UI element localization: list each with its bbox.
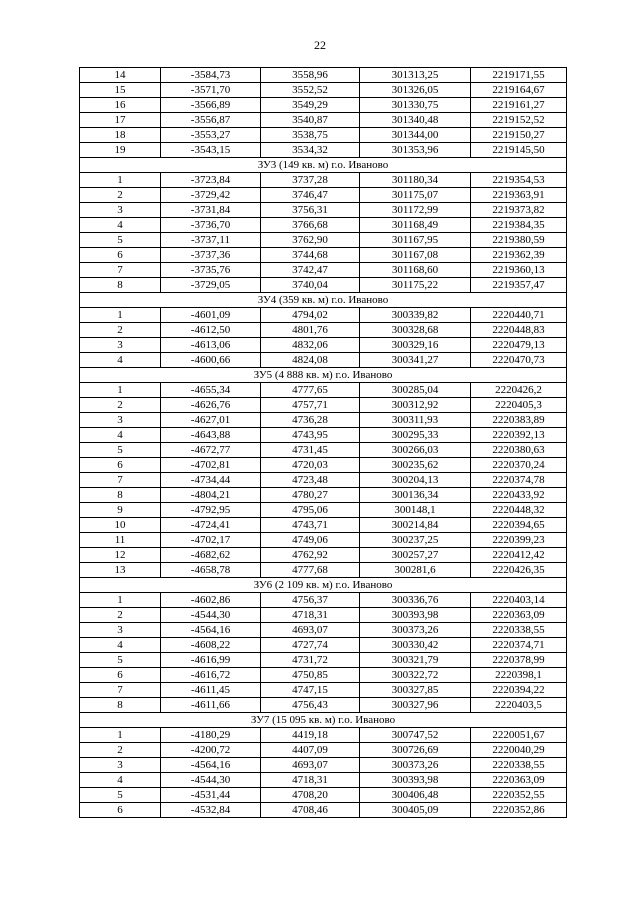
msk-y-cell: 2219161,27 bbox=[471, 98, 567, 113]
msk-y-cell: 2220426,35 bbox=[471, 563, 567, 578]
point-number-cell: 1 bbox=[80, 308, 161, 323]
table-row bbox=[80, 443, 567, 458]
msk-x-cell: 300214,84 bbox=[360, 518, 471, 533]
msk-x-cell: 301175,07 bbox=[360, 188, 471, 203]
table-row bbox=[80, 113, 567, 128]
point-number-cell: 7 bbox=[80, 473, 161, 488]
table-row bbox=[80, 398, 567, 413]
local-x-cell: -3723,84 bbox=[161, 173, 261, 188]
table-row bbox=[80, 428, 567, 443]
msk-y-cell: 2220338,55 bbox=[471, 758, 567, 773]
table-row bbox=[80, 638, 567, 653]
msk-y-cell: 2220370,24 bbox=[471, 458, 567, 473]
section-title: ЗУ4 (359 кв. м) г.о. Иваново bbox=[80, 293, 567, 308]
table-row bbox=[80, 218, 567, 233]
msk-y-cell: 2219145,50 bbox=[471, 143, 567, 158]
point-number-cell: 14 bbox=[80, 68, 161, 83]
msk-x-cell: 300747,52 bbox=[360, 728, 471, 743]
table-row bbox=[80, 488, 567, 503]
msk-x-cell: 301172,99 bbox=[360, 203, 471, 218]
local-x-cell: -4531,44 bbox=[161, 788, 261, 803]
msk-y-cell: 2219150,27 bbox=[471, 128, 567, 143]
local-y-cell: 4693,07 bbox=[261, 758, 360, 773]
local-y-cell: 4794,02 bbox=[261, 308, 360, 323]
local-x-cell: -3737,11 bbox=[161, 233, 261, 248]
msk-y-cell: 2220412,42 bbox=[471, 548, 567, 563]
point-number-cell: 6 bbox=[80, 668, 161, 683]
local-x-cell: -3737,36 bbox=[161, 248, 261, 263]
msk-x-cell: 300266,03 bbox=[360, 443, 471, 458]
local-x-cell: -4655,34 bbox=[161, 383, 261, 398]
table-row bbox=[80, 143, 567, 158]
local-x-cell: -4672,77 bbox=[161, 443, 261, 458]
local-x-cell: -4601,09 bbox=[161, 308, 261, 323]
msk-y-cell: 2219171,55 bbox=[471, 68, 567, 83]
table-row bbox=[80, 98, 567, 113]
table-row bbox=[80, 353, 567, 368]
table-row bbox=[80, 278, 567, 293]
msk-x-cell: 300330,42 bbox=[360, 638, 471, 653]
table-row bbox=[80, 383, 567, 398]
table-row bbox=[80, 533, 567, 548]
section-title: ЗУ7 (15 095 кв. м) г.о. Иваново bbox=[80, 713, 567, 728]
msk-y-cell: 2220374,78 bbox=[471, 473, 567, 488]
coordinates-table bbox=[79, 67, 567, 818]
msk-x-cell: 301168,49 bbox=[360, 218, 471, 233]
msk-y-cell: 2220403,14 bbox=[471, 593, 567, 608]
table-row bbox=[80, 233, 567, 248]
msk-x-cell: 300373,26 bbox=[360, 758, 471, 773]
table-row bbox=[80, 188, 567, 203]
table-row bbox=[80, 548, 567, 563]
local-x-cell: -3553,27 bbox=[161, 128, 261, 143]
msk-x-cell: 300257,27 bbox=[360, 548, 471, 563]
local-x-cell: -4792,95 bbox=[161, 503, 261, 518]
msk-y-cell: 2220433,92 bbox=[471, 488, 567, 503]
local-x-cell: -3566,89 bbox=[161, 98, 261, 113]
local-y-cell: 4747,15 bbox=[261, 683, 360, 698]
local-y-cell: 4419,18 bbox=[261, 728, 360, 743]
table-row bbox=[80, 413, 567, 428]
msk-x-cell: 300148,1 bbox=[360, 503, 471, 518]
local-x-cell: -4180,29 bbox=[161, 728, 261, 743]
local-x-cell: -3736,70 bbox=[161, 218, 261, 233]
table-row bbox=[80, 773, 567, 788]
local-x-cell: -4611,45 bbox=[161, 683, 261, 698]
msk-x-cell: 300322,72 bbox=[360, 668, 471, 683]
table-row bbox=[80, 608, 567, 623]
msk-y-cell: 2220399,23 bbox=[471, 533, 567, 548]
point-number-cell: 5 bbox=[80, 443, 161, 458]
msk-x-cell: 300393,98 bbox=[360, 608, 471, 623]
point-number-cell: 4 bbox=[80, 638, 161, 653]
point-number-cell: 13 bbox=[80, 563, 161, 578]
local-x-cell: -4616,72 bbox=[161, 668, 261, 683]
local-y-cell: 3552,52 bbox=[261, 83, 360, 98]
msk-y-cell: 2220398,1 bbox=[471, 668, 567, 683]
msk-x-cell: 301168,60 bbox=[360, 263, 471, 278]
msk-x-cell: 301340,48 bbox=[360, 113, 471, 128]
local-y-cell: 4795,06 bbox=[261, 503, 360, 518]
local-y-cell: 3549,29 bbox=[261, 98, 360, 113]
msk-x-cell: 300281,6 bbox=[360, 563, 471, 578]
point-number-cell: 15 bbox=[80, 83, 161, 98]
local-y-cell: 4777,68 bbox=[261, 563, 360, 578]
msk-y-cell: 2220479,13 bbox=[471, 338, 567, 353]
table-row bbox=[80, 248, 567, 263]
table-row bbox=[80, 803, 567, 818]
msk-y-cell: 2220394,22 bbox=[471, 683, 567, 698]
msk-x-cell: 300285,04 bbox=[360, 383, 471, 398]
msk-y-cell: 2219362,39 bbox=[471, 248, 567, 263]
local-x-cell: -4544,30 bbox=[161, 608, 261, 623]
msk-y-cell: 2219380,59 bbox=[471, 233, 567, 248]
msk-x-cell: 300726,69 bbox=[360, 743, 471, 758]
msk-x-cell: 300329,16 bbox=[360, 338, 471, 353]
msk-x-cell: 301353,96 bbox=[360, 143, 471, 158]
msk-x-cell: 300295,33 bbox=[360, 428, 471, 443]
point-number-cell: 19 bbox=[80, 143, 161, 158]
table-row bbox=[80, 668, 567, 683]
local-y-cell: 4407,09 bbox=[261, 743, 360, 758]
table-row bbox=[80, 503, 567, 518]
msk-y-cell: 2220352,86 bbox=[471, 803, 567, 818]
msk-y-cell: 2219373,82 bbox=[471, 203, 567, 218]
table-row bbox=[80, 473, 567, 488]
msk-x-cell: 301344,00 bbox=[360, 128, 471, 143]
point-number-cell: 17 bbox=[80, 113, 161, 128]
msk-x-cell: 301180,34 bbox=[360, 173, 471, 188]
local-x-cell: -4602,86 bbox=[161, 593, 261, 608]
local-y-cell: 4750,85 bbox=[261, 668, 360, 683]
msk-y-cell: 2220363,09 bbox=[471, 773, 567, 788]
local-y-cell: 3762,90 bbox=[261, 233, 360, 248]
local-y-cell: 4736,28 bbox=[261, 413, 360, 428]
table-row bbox=[80, 518, 567, 533]
msk-x-cell: 300327,85 bbox=[360, 683, 471, 698]
table-row bbox=[80, 698, 567, 713]
local-x-cell: -4626,76 bbox=[161, 398, 261, 413]
local-y-cell: 4743,71 bbox=[261, 518, 360, 533]
msk-y-cell: 2220392,13 bbox=[471, 428, 567, 443]
point-number-cell: 1 bbox=[80, 173, 161, 188]
local-y-cell: 4727,74 bbox=[261, 638, 360, 653]
msk-y-cell: 2220426,2 bbox=[471, 383, 567, 398]
msk-x-cell: 301326,05 bbox=[360, 83, 471, 98]
local-x-cell: -4702,81 bbox=[161, 458, 261, 473]
local-x-cell: -4200,72 bbox=[161, 743, 261, 758]
point-number-cell: 3 bbox=[80, 413, 161, 428]
local-y-cell: 4824,08 bbox=[261, 353, 360, 368]
section-header-row bbox=[80, 713, 567, 728]
msk-y-cell: 2219360,13 bbox=[471, 263, 567, 278]
msk-x-cell: 301167,95 bbox=[360, 233, 471, 248]
section-header-row bbox=[80, 158, 567, 173]
table-row bbox=[80, 203, 567, 218]
msk-y-cell: 2219152,52 bbox=[471, 113, 567, 128]
msk-x-cell: 300405,09 bbox=[360, 803, 471, 818]
local-x-cell: -4627,01 bbox=[161, 413, 261, 428]
local-y-cell: 4731,45 bbox=[261, 443, 360, 458]
msk-y-cell: 2219354,53 bbox=[471, 173, 567, 188]
point-number-cell: 8 bbox=[80, 278, 161, 293]
point-number-cell: 10 bbox=[80, 518, 161, 533]
msk-x-cell: 301175,22 bbox=[360, 278, 471, 293]
point-number-cell: 6 bbox=[80, 803, 161, 818]
local-y-cell: 4832,06 bbox=[261, 338, 360, 353]
point-number-cell: 1 bbox=[80, 593, 161, 608]
msk-y-cell: 2220440,71 bbox=[471, 308, 567, 323]
local-x-cell: -4658,78 bbox=[161, 563, 261, 578]
msk-y-cell: 2220374,71 bbox=[471, 638, 567, 653]
msk-x-cell: 300235,62 bbox=[360, 458, 471, 473]
local-x-cell: -3729,42 bbox=[161, 188, 261, 203]
local-x-cell: -4600,66 bbox=[161, 353, 261, 368]
local-y-cell: 4720,03 bbox=[261, 458, 360, 473]
local-x-cell: -4613,06 bbox=[161, 338, 261, 353]
msk-y-cell: 2220448,83 bbox=[471, 323, 567, 338]
local-y-cell: 4718,31 bbox=[261, 773, 360, 788]
msk-x-cell: 300311,93 bbox=[360, 413, 471, 428]
point-number-cell: 12 bbox=[80, 548, 161, 563]
point-number-cell: 5 bbox=[80, 653, 161, 668]
point-number-cell: 4 bbox=[80, 353, 161, 368]
page-number: 22 bbox=[314, 38, 326, 52]
section-header-row bbox=[80, 368, 567, 383]
local-y-cell: 4801,76 bbox=[261, 323, 360, 338]
section-title: ЗУ5 (4 888 кв. м) г.о. Иваново bbox=[80, 368, 567, 383]
local-x-cell: -3543,15 bbox=[161, 143, 261, 158]
table-row bbox=[80, 83, 567, 98]
msk-y-cell: 2220338,55 bbox=[471, 623, 567, 638]
point-number-cell: 4 bbox=[80, 773, 161, 788]
local-y-cell: 4723,48 bbox=[261, 473, 360, 488]
table-row bbox=[80, 728, 567, 743]
msk-x-cell: 300393,98 bbox=[360, 773, 471, 788]
local-x-cell: -3735,76 bbox=[161, 263, 261, 278]
table-row bbox=[80, 743, 567, 758]
table-row bbox=[80, 758, 567, 773]
table-row bbox=[80, 593, 567, 608]
local-x-cell: -3571,70 bbox=[161, 83, 261, 98]
table-row bbox=[80, 308, 567, 323]
local-x-cell: -4724,41 bbox=[161, 518, 261, 533]
local-x-cell: -4643,88 bbox=[161, 428, 261, 443]
point-number-cell: 11 bbox=[80, 533, 161, 548]
msk-x-cell: 300237,25 bbox=[360, 533, 471, 548]
local-x-cell: -4804,21 bbox=[161, 488, 261, 503]
local-x-cell: -4612,50 bbox=[161, 323, 261, 338]
local-y-cell: 3538,75 bbox=[261, 128, 360, 143]
point-number-cell: 3 bbox=[80, 203, 161, 218]
local-y-cell: 4693,07 bbox=[261, 623, 360, 638]
point-number-cell: 9 bbox=[80, 503, 161, 518]
point-number-cell: 4 bbox=[80, 218, 161, 233]
local-x-cell: -3729,05 bbox=[161, 278, 261, 293]
msk-x-cell: 301330,75 bbox=[360, 98, 471, 113]
msk-y-cell: 2219384,35 bbox=[471, 218, 567, 233]
point-number-cell: 8 bbox=[80, 488, 161, 503]
point-number-cell: 2 bbox=[80, 188, 161, 203]
local-y-cell: 3742,47 bbox=[261, 263, 360, 278]
local-y-cell: 4731,72 bbox=[261, 653, 360, 668]
point-number-cell: 2 bbox=[80, 323, 161, 338]
local-y-cell: 3746,47 bbox=[261, 188, 360, 203]
table-row bbox=[80, 263, 567, 278]
table-row bbox=[80, 683, 567, 698]
msk-x-cell: 300321,79 bbox=[360, 653, 471, 668]
local-y-cell: 3737,28 bbox=[261, 173, 360, 188]
msk-y-cell: 2220448,32 bbox=[471, 503, 567, 518]
local-y-cell: 4718,31 bbox=[261, 608, 360, 623]
local-y-cell: 4756,37 bbox=[261, 593, 360, 608]
msk-x-cell: 300136,34 bbox=[360, 488, 471, 503]
local-y-cell: 4708,20 bbox=[261, 788, 360, 803]
msk-x-cell: 300406,48 bbox=[360, 788, 471, 803]
point-number-cell: 2 bbox=[80, 743, 161, 758]
msk-y-cell: 2220403,5 bbox=[471, 698, 567, 713]
local-y-cell: 4708,46 bbox=[261, 803, 360, 818]
local-x-cell: -4702,17 bbox=[161, 533, 261, 548]
local-x-cell: -3731,84 bbox=[161, 203, 261, 218]
table-row bbox=[80, 563, 567, 578]
point-number-cell: 16 bbox=[80, 98, 161, 113]
local-y-cell: 4749,06 bbox=[261, 533, 360, 548]
section-header-row bbox=[80, 578, 567, 593]
table-row bbox=[80, 623, 567, 638]
msk-x-cell: 300312,92 bbox=[360, 398, 471, 413]
local-x-cell: -4544,30 bbox=[161, 773, 261, 788]
point-number-cell: 5 bbox=[80, 788, 161, 803]
point-number-cell: 3 bbox=[80, 338, 161, 353]
point-number-cell: 6 bbox=[80, 458, 161, 473]
local-y-cell: 4777,65 bbox=[261, 383, 360, 398]
local-x-cell: -4682,62 bbox=[161, 548, 261, 563]
coordinates-table-body bbox=[80, 68, 567, 818]
msk-y-cell: 2220363,09 bbox=[471, 608, 567, 623]
msk-y-cell: 2220380,63 bbox=[471, 443, 567, 458]
table-row bbox=[80, 653, 567, 668]
point-number-cell: 3 bbox=[80, 758, 161, 773]
table-row bbox=[80, 128, 567, 143]
local-y-cell: 3558,96 bbox=[261, 68, 360, 83]
local-y-cell: 4762,92 bbox=[261, 548, 360, 563]
msk-y-cell: 2220040,29 bbox=[471, 743, 567, 758]
point-number-cell: 3 bbox=[80, 623, 161, 638]
table-row bbox=[80, 323, 567, 338]
local-y-cell: 4743,95 bbox=[261, 428, 360, 443]
msk-y-cell: 2220352,55 bbox=[471, 788, 567, 803]
local-y-cell: 3766,68 bbox=[261, 218, 360, 233]
local-y-cell: 3756,31 bbox=[261, 203, 360, 218]
local-x-cell: -4608,22 bbox=[161, 638, 261, 653]
local-x-cell: -4564,16 bbox=[161, 623, 261, 638]
point-number-cell: 8 bbox=[80, 698, 161, 713]
msk-x-cell: 301167,08 bbox=[360, 248, 471, 263]
section-title: ЗУ3 (149 кв. м) г.о. Иваново bbox=[80, 158, 567, 173]
msk-y-cell: 2220051,67 bbox=[471, 728, 567, 743]
point-number-cell: 2 bbox=[80, 398, 161, 413]
msk-x-cell: 300373,26 bbox=[360, 623, 471, 638]
point-number-cell: 4 bbox=[80, 428, 161, 443]
local-x-cell: -4564,16 bbox=[161, 758, 261, 773]
msk-x-cell: 300327,96 bbox=[360, 698, 471, 713]
table-row bbox=[80, 338, 567, 353]
local-x-cell: -4616,99 bbox=[161, 653, 261, 668]
msk-y-cell: 2219357,47 bbox=[471, 278, 567, 293]
msk-y-cell: 2220405,3 bbox=[471, 398, 567, 413]
local-y-cell: 3534,32 bbox=[261, 143, 360, 158]
msk-y-cell: 2220470,73 bbox=[471, 353, 567, 368]
point-number-cell: 7 bbox=[80, 263, 161, 278]
local-y-cell: 3744,68 bbox=[261, 248, 360, 263]
msk-x-cell: 300339,82 bbox=[360, 308, 471, 323]
local-x-cell: -4532,84 bbox=[161, 803, 261, 818]
local-x-cell: -4611,66 bbox=[161, 698, 261, 713]
point-number-cell: 7 bbox=[80, 683, 161, 698]
point-number-cell: 18 bbox=[80, 128, 161, 143]
local-y-cell: 4757,71 bbox=[261, 398, 360, 413]
local-y-cell: 3540,87 bbox=[261, 113, 360, 128]
local-x-cell: -4734,44 bbox=[161, 473, 261, 488]
msk-x-cell: 300204,13 bbox=[360, 473, 471, 488]
msk-y-cell: 2220383,89 bbox=[471, 413, 567, 428]
msk-x-cell: 300341,27 bbox=[360, 353, 471, 368]
table-row bbox=[80, 458, 567, 473]
msk-y-cell: 2219164,67 bbox=[471, 83, 567, 98]
table-row bbox=[80, 788, 567, 803]
local-y-cell: 3740,04 bbox=[261, 278, 360, 293]
msk-x-cell: 300336,76 bbox=[360, 593, 471, 608]
local-y-cell: 4756,43 bbox=[261, 698, 360, 713]
point-number-cell: 6 bbox=[80, 248, 161, 263]
msk-y-cell: 2219363,91 bbox=[471, 188, 567, 203]
point-number-cell: 2 bbox=[80, 608, 161, 623]
local-y-cell: 4780,27 bbox=[261, 488, 360, 503]
point-number-cell: 5 bbox=[80, 233, 161, 248]
msk-x-cell: 301313,25 bbox=[360, 68, 471, 83]
table-row bbox=[80, 68, 567, 83]
msk-y-cell: 2220378,99 bbox=[471, 653, 567, 668]
section-header-row bbox=[80, 293, 567, 308]
point-number-cell: 1 bbox=[80, 728, 161, 743]
msk-x-cell: 300328,68 bbox=[360, 323, 471, 338]
table-row bbox=[80, 173, 567, 188]
msk-y-cell: 2220394,65 bbox=[471, 518, 567, 533]
local-x-cell: -3584,73 bbox=[161, 68, 261, 83]
local-x-cell: -3556,87 bbox=[161, 113, 261, 128]
point-number-cell: 1 bbox=[80, 383, 161, 398]
section-title: ЗУ6 (2 109 кв. м) г.о. Иваново bbox=[80, 578, 567, 593]
